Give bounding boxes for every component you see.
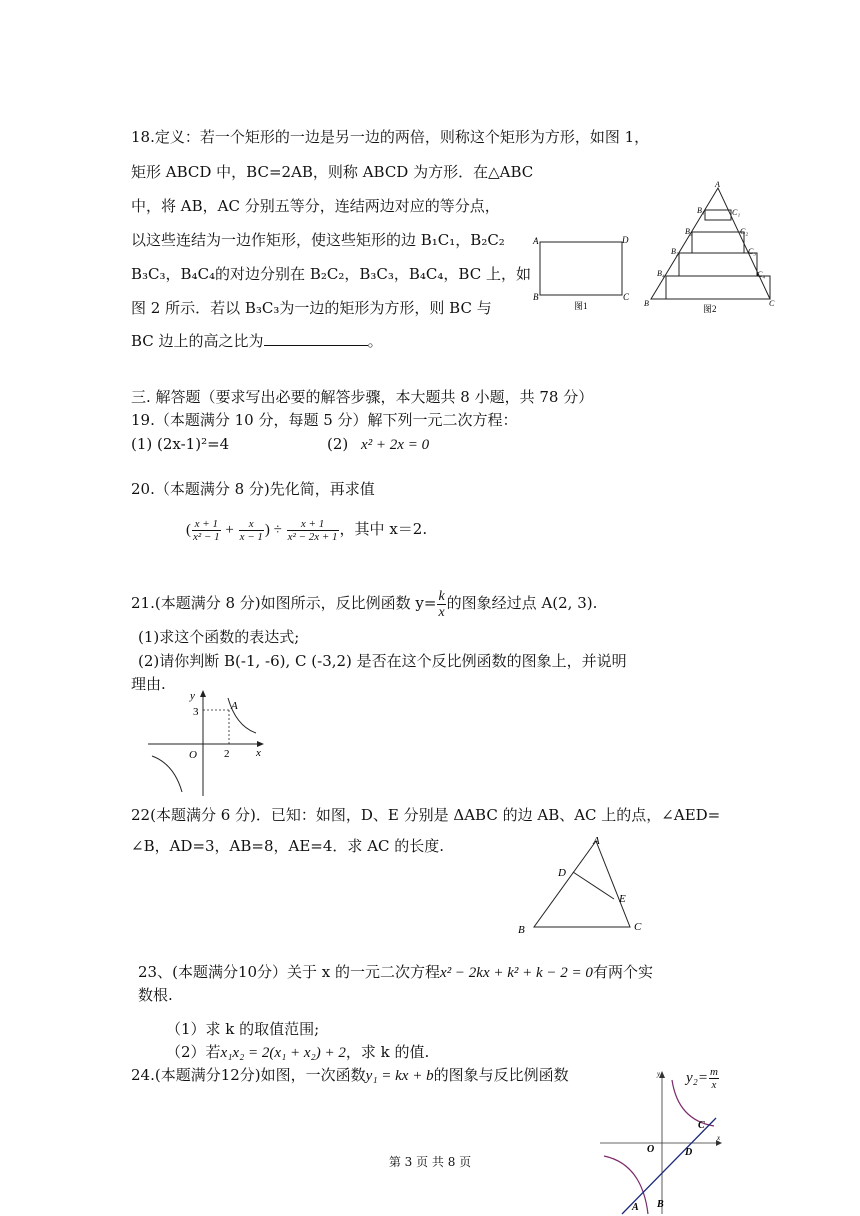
q18-line6: 图 2 所示．若以 B₃C₃为一边的矩形为方形，则 BC 与 xyxy=(131,299,492,317)
fig2-label-b3: B₃ xyxy=(671,247,679,256)
q23-line1-end: 有两个实 xyxy=(592,963,653,981)
q18-line5: B₃C₃，B₄C₄的对边分别在 B₂C₂，B₃C₃，B₄C₄，BC 上，如 xyxy=(131,265,531,283)
fig2-label-c2: C₂ xyxy=(740,227,749,236)
q23-sub2-equation: x₁x₂ = 2(x₁ + x₂) + 2 xyxy=(220,1045,346,1061)
q24-y2: y₂= xyxy=(686,1070,708,1086)
q24-frac-num: m xyxy=(710,1065,718,1078)
q24-function-graph xyxy=(596,1065,726,1216)
section-3-heading: 三. 解答题（要求写出必要的解答步骤，本大题共 8 小题，共 78 分） xyxy=(131,388,594,406)
q19-part2-equation: x² + 2x = 0 xyxy=(361,437,430,453)
fig2-caption: 图2 xyxy=(703,304,717,314)
q20-frac-2-num: x xyxy=(239,518,264,531)
q20-tail: ，其中 x＝2. xyxy=(339,520,428,538)
q19-part1: (1) (2x-1)²=4 xyxy=(131,435,230,453)
q22-line1: 22(本题满分 6 分)．已知：如图，D、E 分别是 ΔABC 的边 AB、AC 上的点，∠AED= xyxy=(131,806,721,824)
q21-head-pre: 21.(本题满分 8 分)如图所示，反比例函数 y= xyxy=(131,594,437,612)
q20-head: 20.（本题满分 8 分)先化简，再求值 xyxy=(131,480,375,498)
q22-label-e: E xyxy=(619,893,626,905)
fig1-caption: 图1 xyxy=(574,301,588,311)
q24-head-post: 的图象与反比例函数 xyxy=(433,1066,569,1084)
figure-1-rectangle xyxy=(530,232,635,312)
q19-head: 19.（本题满分 10 分，每题 5 分）解下列一元二次方程： xyxy=(131,411,518,429)
q23-line2: 数根. xyxy=(138,986,173,1004)
q24-head xyxy=(131,1065,569,1086)
q21-tick-y: 3 xyxy=(193,706,199,718)
q20-frac-2-den: x − 1 xyxy=(239,531,263,544)
q24-point-c: C xyxy=(698,1120,705,1131)
q21-axis-x: x xyxy=(256,747,261,759)
q24-head-pre: 24.(本题满分12分)如图，一次函数 xyxy=(131,1066,366,1084)
q23-line1-text: 23、(本题满分10分）关于 x 的一元二次方程 xyxy=(138,963,441,981)
q21-origin: O xyxy=(189,749,197,761)
q19-part2 xyxy=(327,434,429,455)
q20-frac-3 xyxy=(287,518,339,543)
q18-line7-text: BC 边上的高之比为 xyxy=(131,332,264,350)
q20-frac-2 xyxy=(239,518,264,543)
q21-fraction xyxy=(437,589,445,620)
q20-frac-1-num: x + 1 xyxy=(192,518,221,531)
q24-frac-den: x xyxy=(711,1078,717,1091)
q24-axis-x: x xyxy=(717,1134,721,1142)
q19-part2-label: (2) xyxy=(327,435,349,453)
q23-line1 xyxy=(138,962,653,983)
fig2-label-c1: C₁ xyxy=(732,208,741,217)
fig2-label-c: C xyxy=(769,299,775,308)
page-footer: 第 3 页 共 8 页 xyxy=(388,1155,472,1169)
q23-equation: x² − 2kx + k² + k − 2 = 0 xyxy=(440,965,593,981)
q20-frac-1 xyxy=(192,518,221,543)
q21-axis-y: y xyxy=(190,690,195,702)
q21-head xyxy=(131,586,597,620)
fig1-label-b: B xyxy=(533,292,539,302)
q18-line3: 中，将 AB，AC 分别五等分，连结两边对应的等分点， xyxy=(131,197,500,215)
q21-sub1: (1)求这个函数的表达式; xyxy=(138,628,300,646)
q20-expression: ( $\frac{x + 1}{\text{x² − 1}}$ + $\frac{x}{x - 1}$ ) ÷ $\frac{x + 1}{\text{x² − 2x + 1}}$ ，其中 x＝2. xyxy=(186,518,428,544)
q21-sub2-cont: 理由. xyxy=(131,675,166,693)
q22-label-d: D xyxy=(558,867,566,879)
q24-point-a: A xyxy=(632,1202,639,1213)
q22-triangle-figure xyxy=(512,833,652,938)
q22-line2: ∠B，AD=3，AB=8，AE=4．求 AC 的长度. xyxy=(131,837,445,855)
q21-frac-num: k xyxy=(438,588,445,604)
fig2-label-c3: C₃ xyxy=(748,247,757,256)
q18-line4: 以这些连结为一边作矩形，使这些矩形的边 B₁C₁，B₂C₂ xyxy=(131,231,505,249)
q21-head-post: 的图象经过点 A(2, 3). xyxy=(446,594,598,612)
q18-line7-end: 。 xyxy=(367,332,383,350)
q21-sub2: (2)请你判断 B(-1, -6), C (-3,2) 是否在这个反比例函数的图象上，并说明 xyxy=(138,652,627,670)
q24-linear-eq: y₁ = kx + b xyxy=(365,1068,434,1084)
fig1-label-a: A xyxy=(533,236,539,246)
fig2-label-b: B xyxy=(644,299,649,308)
q24-origin: O xyxy=(647,1144,655,1155)
q24-point-b: B xyxy=(657,1199,664,1210)
q23-sub2 xyxy=(166,1042,429,1063)
figure-2-triangle xyxy=(640,176,780,316)
q18-line7 xyxy=(131,331,383,351)
fig2-label-b2: B₂ xyxy=(685,227,693,236)
q21-point-a: A xyxy=(231,700,238,712)
q21-tick-x: 2 xyxy=(224,748,230,760)
fig2-label-c4: C₄ xyxy=(757,270,766,279)
q21-hyperbola-graph xyxy=(140,688,270,798)
q22-label-b: B xyxy=(518,924,525,936)
q24-point-d: D xyxy=(685,1147,693,1158)
q22-label-a: A xyxy=(593,835,600,847)
fig1-label-d: D xyxy=(622,235,629,245)
q23-sub2-end: ，求 k 的值. xyxy=(345,1043,430,1061)
q20-frac-3-num: x + 1 xyxy=(287,518,339,531)
q24-axis-y: y xyxy=(657,1070,661,1078)
q18-line2: 矩形 ABCD 中，BC=2AB，则称 ABCD 为方形．在△ABC xyxy=(131,163,534,181)
fig1-label-c: C xyxy=(623,292,630,302)
q20-frac-3-den: x² − 2x + 1 xyxy=(287,531,338,544)
q20-frac-1-den: x² − 1 xyxy=(193,531,220,544)
q23-sub1: （1）求 k 的取值范围; xyxy=(166,1020,320,1038)
q18-line1: 18.定义：若一个矩形的一边是另一边的两倍，则称这个矩形为方形，如图 1， xyxy=(131,128,650,146)
q23-sub2-text: （2）若 xyxy=(166,1043,221,1061)
fig2-label-b4: B₄ xyxy=(657,269,665,278)
q21-frac-den: x xyxy=(438,604,445,620)
fig2-label-a: A xyxy=(715,180,720,189)
answer-blank xyxy=(264,331,368,346)
fig2-label-b1: B₁ xyxy=(697,206,705,215)
q22-label-c: C xyxy=(634,921,642,933)
